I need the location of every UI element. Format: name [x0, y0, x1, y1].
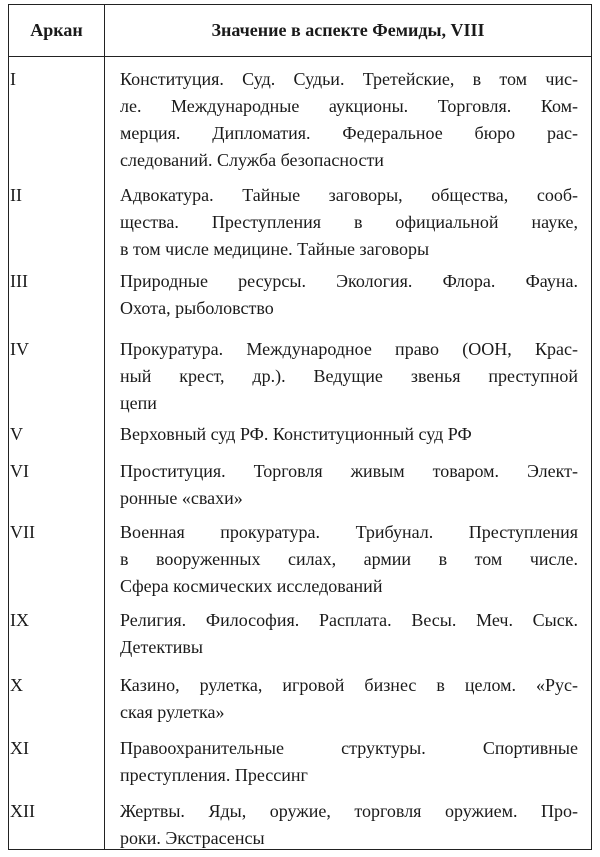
row-meaning-line: Проституция. Торговля живым товаром. Элект- [120, 461, 578, 481]
row-meaning-line: Охота, рыболовство [120, 298, 274, 318]
row-meaning-line: Военная прокуратура. Трибунал. Преступления [120, 522, 578, 542]
row-meaning-line: Детективы [120, 637, 203, 657]
row-meaning-line: цепи [120, 393, 157, 413]
row-meaning-line: Жертвы. Яды, оружие, торговля оружием. Про- [120, 801, 578, 821]
row-arcan-number: X [10, 675, 23, 695]
row-meaning-text [120, 421, 578, 448]
meaning-column [105, 57, 591, 849]
row-meaning-line: ская рулетка» [120, 702, 225, 722]
row-meaning-line: Природные ресурсы. Экология. Флора. Фауна. [120, 271, 578, 291]
row-meaning-line: ный крест, др.). Ведущие звенья преступной [120, 366, 578, 386]
row-meaning-line: Сфера космических исследований [120, 576, 383, 596]
row-meaning-line: преступления. Прессинг [120, 765, 308, 785]
row-meaning-line: ронные «свахи» [120, 488, 243, 508]
row-meaning-text [120, 458, 578, 512]
row-meaning-text [120, 672, 578, 726]
row-arcan-number: IX [10, 610, 29, 630]
row-meaning-text [120, 66, 578, 174]
table-body [9, 57, 591, 849]
row-meaning-line: Прокуратура. Международное право (ООН, Крас- [120, 339, 578, 359]
row-meaning-line: Адвокатура. Тайные заговоры, общества, сооб- [120, 185, 578, 205]
row-arcan-number: XII [10, 801, 35, 821]
row-meaning-text [120, 336, 578, 417]
row-arcan-number: II [10, 185, 22, 205]
row-arcan-number: XI [10, 738, 29, 758]
row-arcan-number: IV [10, 339, 29, 359]
row-meaning-line: Верховный суд РФ. Конституционный суд РФ [120, 424, 472, 444]
row-meaning-text [120, 735, 578, 789]
row-meaning-line: в том числе медицине. Тайные заговоры [120, 239, 430, 259]
table-header [9, 5, 591, 57]
row-meaning-text [120, 268, 578, 322]
row-arcan-number: III [10, 271, 28, 291]
row-arcan-number: VI [10, 461, 29, 481]
row-meaning-text [120, 519, 578, 600]
row-meaning-line: Конституция. Суд. Судьи. Третейские, в том чис- [120, 69, 578, 89]
row-meaning-text [120, 182, 578, 263]
row-arcan-number: V [10, 424, 23, 444]
row-meaning-line: мерция. Дипломатия. Федеральное бюро рас- [120, 123, 578, 143]
row-meaning-line: Религия. Философия. Расплата. Весы. Меч. Сыск. [120, 610, 578, 630]
header-arcan: Аркан [9, 5, 105, 56]
row-meaning-line: Казино, рулетка, игровой бизнес в целом. «Рус- [120, 675, 578, 695]
row-meaning-line: ле. Международные аукционы. Торговля. Ком- [120, 96, 578, 116]
row-meaning-line: в вооруженных силах, армии в том числе. [120, 549, 578, 569]
arcan-column [9, 57, 105, 849]
row-meaning-line: щества. Преступления в официальной науке, [120, 212, 578, 232]
row-arcan-number: I [10, 69, 16, 89]
row-meaning-line: роки. Экстрасенсы [120, 828, 265, 848]
row-meaning-text [120, 798, 578, 852]
row-meaning-line: следований. Служба безопасности [120, 150, 384, 170]
row-arcan-number: VII [10, 522, 35, 542]
header-meaning: Значение в аспекте Фемиды, VIII [211, 20, 485, 40]
row-meaning-text [120, 607, 578, 661]
row-meaning-line: Правоохранительные структуры. Спортивные [120, 738, 578, 758]
